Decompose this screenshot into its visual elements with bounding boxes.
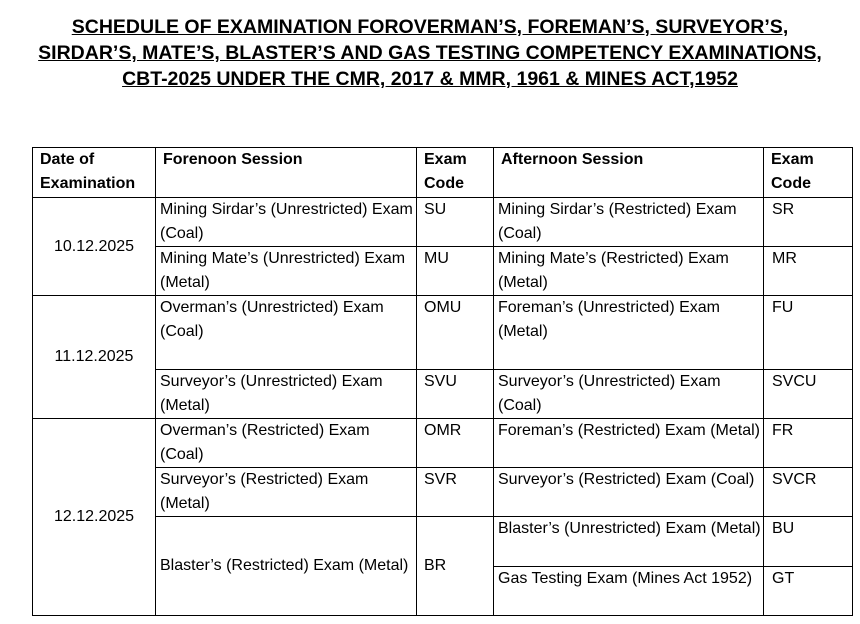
header-afternoon-code: Exam Code [764,148,853,198]
afternoon-code: FU [764,296,853,370]
title-line: SCHEDULE OF EXAMINATION FOROVERMAN’S, FOREMAN’S, SURVEYOR’S, [71,16,789,38]
afternoon-exam: Surveyor’s (Unrestricted) Exam (Coal) [494,370,764,419]
forenoon-exam: Surveyor’s (Restricted) Exam (Metal) [156,468,417,517]
forenoon-exam: Surveyor’s (Unrestricted) Exam (Metal) [156,370,417,419]
forenoon-code: OMU [417,296,494,370]
table-row [33,198,853,247]
schedule-table [32,147,853,616]
date-cell: 11.12.2025 [33,296,156,419]
forenoon-code: MU [417,247,494,296]
title-line: SIRDAR’S, MATE’S, BLASTER’S AND GAS TESTING COMPETENCY EXAMINATIONS, [38,42,822,64]
forenoon-exam: Overman’s (Restricted) Exam (Coal) [156,419,417,468]
afternoon-code: BU [764,517,853,567]
header-date: Date of Examination [33,148,156,198]
date-cell: 10.12.2025 [33,198,156,296]
forenoon-exam: Mining Mate’s (Unrestricted) Exam (Metal) [156,247,417,296]
afternoon-code: GT [764,567,853,616]
forenoon-code: SU [417,198,494,247]
header-afternoon: Afternoon Session [494,148,764,198]
afternoon-exam: Gas Testing Exam (Mines Act 1952) [494,567,764,616]
table-row [33,419,853,468]
table-row [33,296,853,370]
table-row [33,517,853,567]
table-row [33,370,853,419]
forenoon-exam: Overman’s (Unrestricted) Exam (Coal) [156,296,417,370]
afternoon-code: SVCU [764,370,853,419]
afternoon-exam: Surveyor’s (Restricted) Exam (Coal) [494,468,764,517]
forenoon-code: OMR [417,419,494,468]
document-title [0,14,860,92]
afternoon-code: MR [764,247,853,296]
afternoon-exam: Mining Sirdar’s (Restricted) Exam (Coal) [494,198,764,247]
afternoon-exam: Foreman’s (Restricted) Exam (Metal) [494,419,764,468]
forenoon-exam: Blaster’s (Restricted) Exam (Metal) [156,517,417,616]
afternoon-code: SVCR [764,468,853,517]
afternoon-code: SR [764,198,853,247]
afternoon-exam: Foreman’s (Unrestricted) Exam (Metal) [494,296,764,370]
afternoon-exam: Blaster’s (Unrestricted) Exam (Metal) [494,517,764,567]
forenoon-code: BR [417,517,494,616]
header-forenoon-code: Exam Code [417,148,494,198]
table-row [33,247,853,296]
header-row [33,148,853,198]
afternoon-exam: Mining Mate’s (Restricted) Exam (Metal) [494,247,764,296]
forenoon-exam: Mining Sirdar’s (Unrestricted) Exam (Coal) [156,198,417,247]
table-row [33,468,853,517]
header-forenoon: Forenoon Session [156,148,417,198]
forenoon-code: SVU [417,370,494,419]
forenoon-code: SVR [417,468,494,517]
date-cell: 12.12.2025 [33,419,156,616]
afternoon-code: FR [764,419,853,468]
title-line: CBT-2025 UNDER THE CMR, 2017 & MMR, 1961 & MINES ACT,1952 [122,68,738,90]
